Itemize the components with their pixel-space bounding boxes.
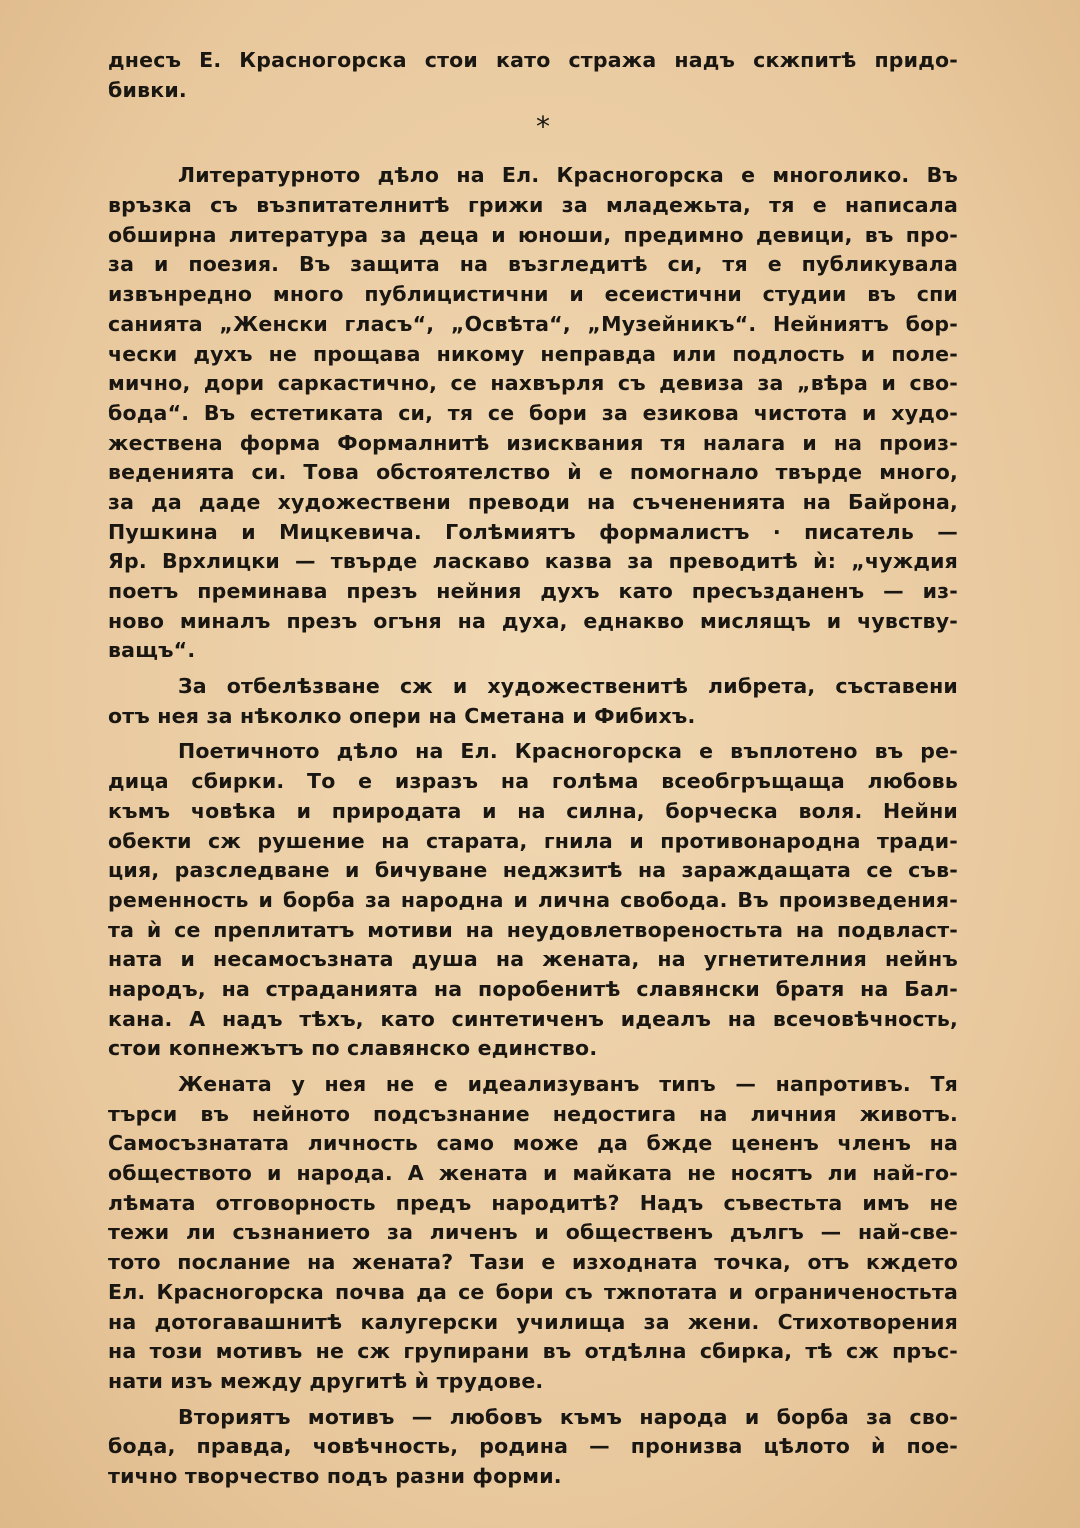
text-line: отъ нея за нѣколко опери на Сметана и Фибихъ.: [108, 703, 696, 728]
text-line: кана. А надъ тѣхъ, като синтетиченъ идеалъ на всечовѣчность,: [108, 1006, 958, 1031]
text-line: бивки.: [108, 77, 187, 102]
text-line: мично, дори саркастично, се нахвърля съ девиза за „вѣра и сво-: [108, 371, 958, 396]
text-line: обширна литература за деца и юноши, предимно девици, въ про-: [108, 222, 958, 247]
text-line: бода“. Въ естетиката си, тя се бори за езикова чистота и худо-: [108, 400, 958, 425]
text-line: Поетичното дѣло на Ел. Красногорска е въплотено въ ре-: [178, 739, 958, 764]
text-line: днесъ Е. Красногорска стои като стража надъ скжпитѣ придо-: [108, 48, 958, 72]
text-line: на дотогавашнитѣ калугерски училища за жени. Стихотворения: [108, 1309, 958, 1334]
text-line: ременность и борба за народна и лична свобода. Въ произведения-: [108, 887, 958, 912]
text-line: ващъ“.: [108, 638, 196, 663]
page-text: [108, 46, 958, 1492]
text-line: търси въ нейното подсъзнание недостига на личния животъ.: [108, 1101, 958, 1126]
text-line: за и поезия. Въ защита на възгледитѣ си, тя е публикувала: [108, 252, 958, 277]
text-line: обществото и народа. А жената и майката не носятъ ли най-го-: [108, 1161, 958, 1186]
text-line: Яр. Врхлицки — твърде ласкаво казва за преводитѣ ѝ: „чуждия: [108, 549, 958, 574]
text-line: обекти сж рушение на старата, гнила и противонародна тради-: [108, 828, 958, 853]
text-line: тото послание на жената? Тази е изходната точка, отъ кждето: [108, 1250, 958, 1275]
text-line: Пушкина и Мицкевича. Голѣмиятъ формалистъ · писатель —: [108, 519, 958, 544]
text-line: дица сбирки. То е изразъ на голѣма всеобгръщаща любовь: [108, 769, 958, 794]
text-line: нати изъ между другитѣ ѝ трудове.: [108, 1368, 544, 1393]
text-line: та ѝ се преплитатъ мотиви на неудовлетвореностьта на подвласт-: [108, 917, 958, 942]
paragraph-librettos: [108, 672, 958, 731]
text-line: За отбелѣзване сж и художественитѣ либрета, съставени: [178, 674, 958, 699]
text-line: извънредно много публицистични и есеистични студии въ спи: [108, 282, 958, 307]
text-line: стои копнежътъ по славянско единство.: [108, 1036, 598, 1061]
text-line: чески духъ не прощава никому неправда или подлость и поле-: [108, 341, 958, 366]
text-line: тично творчество подъ разни форми.: [108, 1463, 562, 1488]
text-line: къмъ човѣка и природата и на силна, борческа воля. Нейни: [108, 798, 958, 823]
text-line: веденията си. Това обстоятелство ѝ е помогнало твърде много,: [108, 460, 958, 485]
text-line: ново миналъ презъ огъня на духа, еднакво мислящъ и чувству-: [108, 608, 958, 633]
paragraph-second-motif: [108, 1403, 958, 1492]
text-line: жествена форма Формалнитѣ изисквания тя налага и на произ-: [108, 430, 958, 455]
paragraph-literary-work: [108, 161, 958, 666]
intro-paragraph: [108, 46, 958, 105]
text-line: за да даде художествени преводи на съчененията на Байрона,: [108, 489, 958, 514]
text-line: лѣмата отговорность предъ народитѣ? Надъ съвестьта имъ не: [108, 1190, 958, 1215]
text-line: Литературното дѣло на Ел. Красногорска е многолико. Въ: [178, 163, 958, 188]
text-line: санията „Женски гласъ“, „Освѣта“, „Музейникъ“. Нейниятъ бор-: [108, 311, 958, 336]
text-line: Самосъзнатата личность само може да бжде цененъ членъ на: [108, 1131, 958, 1156]
text-line: ция, разследване и бичуване неджзитѣ на зараждащата се съв-: [108, 858, 958, 883]
text-line: Вториятъ мотивъ — любовъ къмъ народа и борба за сво-: [178, 1404, 958, 1429]
text-line: тежи ли съзнанието за личенъ и общественъ дългъ — най-све-: [108, 1220, 958, 1245]
text-line: на този мотивъ не сж групирани въ отдѣлна сбирка, тѣ сж пръс-: [108, 1339, 958, 1364]
text-line: бода, правда, човѣчность, родина — пронизва цѣлото ѝ пое-: [108, 1434, 958, 1459]
paragraph-poetic-work: [108, 737, 958, 1064]
text-line: поетъ преминава презъ нейния духъ като пресъзданенъ — из-: [108, 579, 958, 603]
paragraph-woman: [108, 1070, 958, 1397]
text-line: народъ, на страданията на поробенитѣ славянски братя на Бал-: [108, 976, 958, 1001]
text-line: Ел. Красногорска почва да се бори съ тжпотата и ограниченостьта: [108, 1279, 958, 1304]
text-line: ната и несамосъзната душа на жената, на угнетителния нейнъ: [108, 947, 958, 972]
section-separator: *: [536, 110, 550, 144]
text-line: Жената у нея не е идеализуванъ типъ — напротивъ. Тя: [178, 1072, 958, 1096]
text-line: връзка съ възпитателнитѣ грижи за младежьта, тя е написала: [108, 193, 958, 218]
